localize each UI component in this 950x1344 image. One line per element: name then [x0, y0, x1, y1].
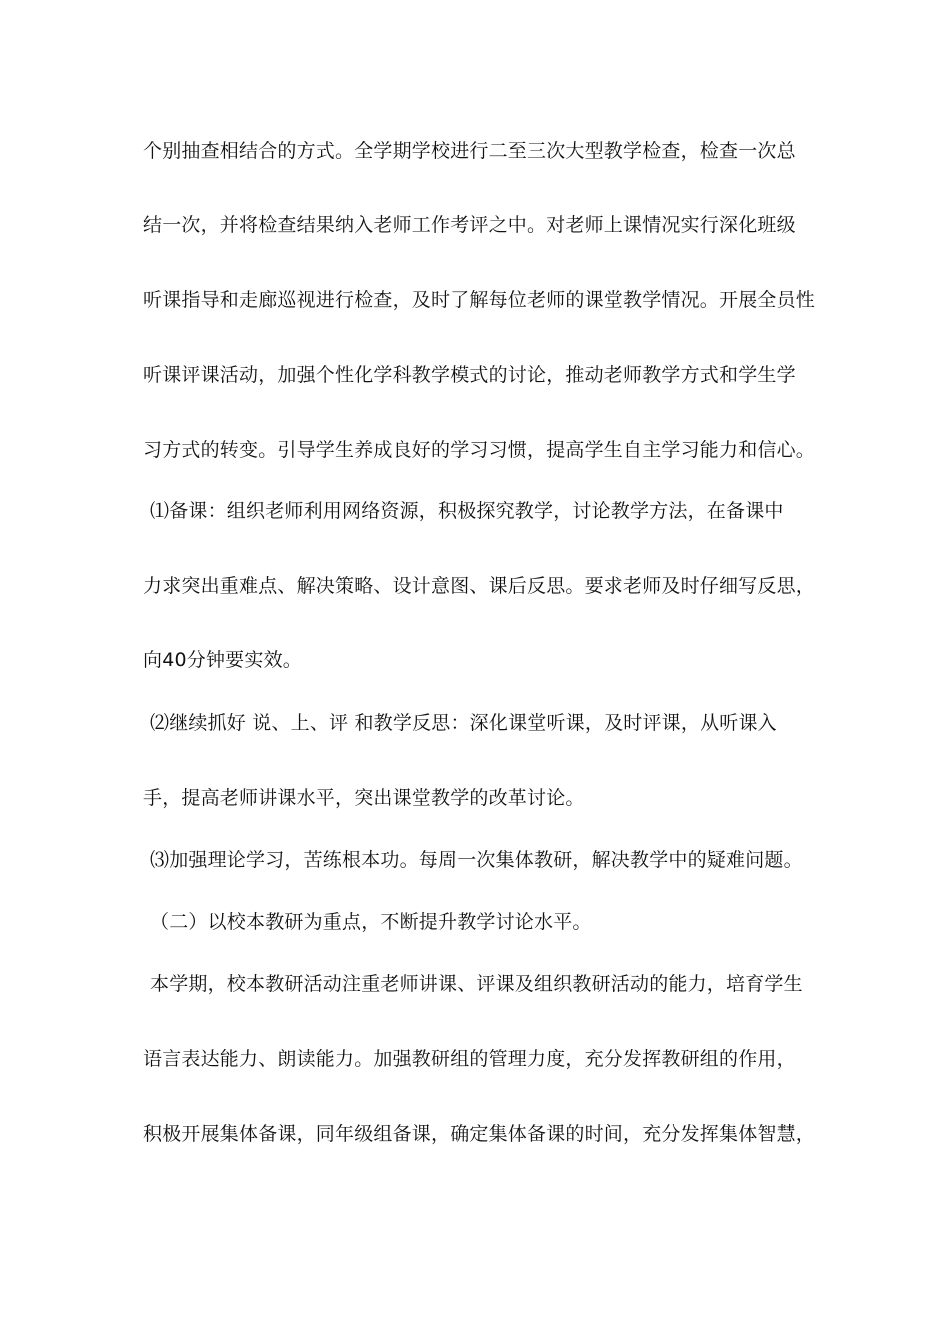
text-line: 习方式的转变。引导学生养成良好的学习习惯，提高学生自主学习能力和信心。 [143, 439, 816, 461]
text-line: 语言表达能力、朗读能力。加强教研组的管理力度，充分发挥教研组的作用， [143, 1048, 796, 1070]
list-item-line: ⑴备课：组织老师利用网络资源，积极探究教学，讨论教学方法，在备课中 [150, 500, 784, 522]
paragraph-start-line: 本学期，校本教研活动注重老师讲课、评课及组织教研活动的能力，培育学生 [150, 973, 803, 995]
text-line: 听课指导和走廊巡视进行检查，及时了解每位老师的课堂教学情况。开展全员性 [143, 289, 816, 311]
text-line: 向40分钟要实效。 [143, 649, 302, 671]
text-line: 个别抽查相结合的方式。全学期学校进行二至三次大型教学检查，检查一次总 [143, 140, 796, 162]
text-line: 结一次，并将检查结果纳入老师工作考评之中。对老师上课情况实行深化班级 [143, 214, 796, 236]
text-line: 听课评课活动，加强个性化学科教学模式的讨论，推动老师教学方式和学生学 [143, 364, 796, 386]
section-heading: （二）以校本教研为重点，不断提升教学讨论水平。 [150, 911, 592, 933]
text-line: 手，提高老师讲课水平，突出课堂教学的改革讨论。 [143, 787, 585, 809]
list-item-line: ⑵继续抓好 说、上、评 和教学反思：深化课堂听课，及时评课，从听课入 [150, 712, 777, 734]
list-item-line: ⑶加强理论学习，苦练根本功。每周一次集体教研，解决教学中的疑难问题。 [150, 849, 803, 871]
text-line: 积极开展集体备课，同年级组备课，确定集体备课的时间，充分发挥集体智慧， [143, 1123, 816, 1145]
text-line: 力求突出重难点、解决策略、设计意图、课后反思。要求老师及时仔细写反思， [143, 575, 816, 597]
